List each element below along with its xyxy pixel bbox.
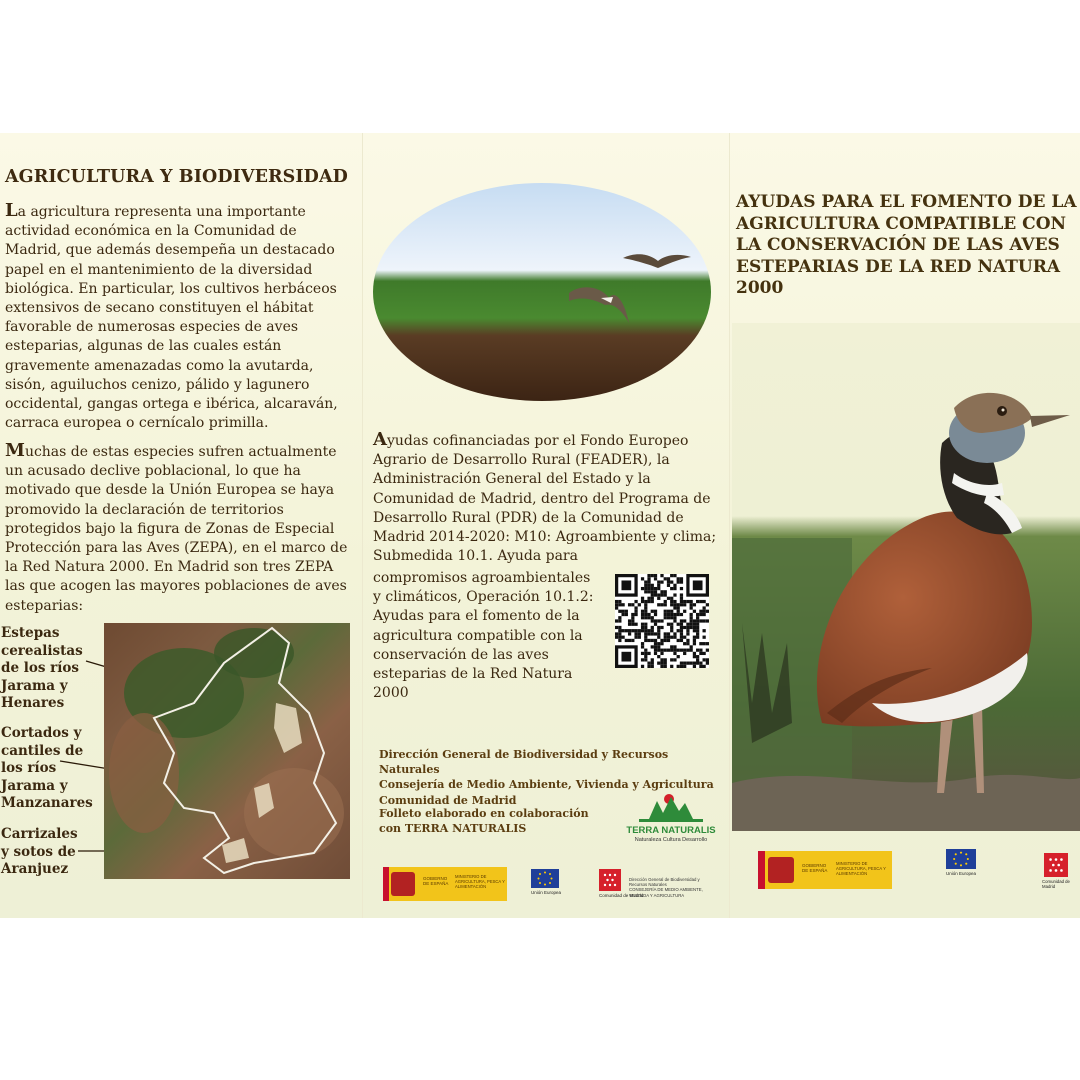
paragraph-zepa: Muchas de estas especies sufren actualmente un acusado declive poblacional, lo que ha motivado que desde la Unión Europea se haya promovido la declaración de territorios protegidos bajo la figura de Zonas de Especial Protección para las Aves (ZEPA), en el marco de la Red Natura 2000. En Madrid son tres ZEPA las que acogen las mayores poblaciones de aves esteparias: — [5, 440, 348, 614]
qr-code[interactable] — [615, 574, 709, 668]
paragraph-agriculture: La agricultura representa una importante actividad económica en la Comunidad de Madrid, que además desempeña un destacado papel en el mantenimiento de la diversidad biológica. En particular, los cultivos herbáceos extensivos de secano constituyen el hábitat favorable de numerosas especies de aves esteparias, algunas de las cuales están gravemente amenazadas como la avutarda, sisón, aguiluchos cenizo, pálido y lagunero occidental, gangas ortega e ibérica, alcaraván, carraca europea o cernícalo primilla. — [5, 200, 338, 432]
satellite-map — [104, 623, 350, 879]
svg-text:Naturaleza Cultura Desarrollo: Naturaleza Cultura Desarrollo — [634, 837, 708, 843]
eu-label: Unión Europea — [946, 871, 977, 876]
brochure-title: AYUDAS PARA EL FOMENTO DE LA AGRICULTURA COMPATIBLE CON LA CONSERVACIÓN DE LAS AVES ESTEPARIAS DE LA RED NATURA 2000 — [736, 192, 1077, 299]
section-heading: AGRICULTURA Y BIODIVERSIDAD — [5, 167, 348, 187]
credit-collaboration: Folleto elaborado en colaboración con TERRA NATURALIS — [379, 807, 589, 836]
spain-coat-of-arms-icon — [768, 857, 794, 883]
logo-eu-cover — [946, 849, 980, 889]
qr-code-pattern — [615, 574, 709, 668]
madrid-label: Comunidad de Madrid — [1042, 879, 1070, 889]
svg-text:TERRA NATURALIS: TERRA NATURALIS — [626, 825, 716, 836]
eu-flag-icon — [531, 869, 559, 888]
zepa-zone-carrizales — [222, 838, 249, 863]
steppe-birds-photo — [373, 183, 711, 401]
eu-flag-icon — [946, 849, 976, 869]
map-label-carrizales: Carrizales y sotos de Aranjuez — [1, 826, 78, 877]
spain-coat-of-arms-icon — [391, 872, 415, 896]
ministry-label: MINISTERIO DE AGRICULTURA, PESCA Y ALIMENTACIÓN — [836, 861, 886, 876]
map-label-estepas: Estepas cerealistas de los ríos Jarama y Henares — [1, 625, 83, 711]
ministry-label: MINISTERIO DE AGRICULTURA, PESCA Y ALIMENTACIÓN — [455, 874, 505, 889]
panel-funding — [362, 133, 730, 918]
logo-gobierno-ministerio — [383, 867, 507, 907]
credit-organization: Dirección General de Biodiversidad y Recursos Naturales Consejería de Medio Ambiente, Vivienda y Agricultura Comunidad de Madrid — [379, 748, 714, 807]
flying-birds-image — [373, 183, 711, 401]
cofinancing-text: Ayudas cofinanciadas por el Fondo Europeo Agrario de Desarrollo Rural (FEADER), la Administración General del Estado y la Comunidad de Madrid, dentro del Programa de Desarrollo Rural (PDR) de la Comunidad de Madrid 2014-2020: M10: Agroambiente y clima; Submedida 10.1. Ayuda para — [373, 429, 717, 565]
logo-eu — [531, 869, 563, 909]
logo-madrid-cover — [1042, 853, 1072, 893]
madrid-label: Comunidad de Madrid — [599, 893, 644, 898]
zepa-map-image — [104, 623, 350, 879]
madrid-dept-label: Dirección General de Biodiversidad y Recursos Naturales CONSEJERÍA DE MEDIO AMBIENTE, VIVIENDA Y AGRICULTURA — [629, 877, 703, 898]
spain-gov-label: GOBIERNO DE ESPAÑA — [423, 876, 449, 886]
cofinancing-text-continued: compromisos agroambientales y climáticos, Operación 10.1.2: Ayudas para el fomento de la agricultura compatible con la conservación de las aves esteparias de la Red Natura 2000 — [373, 570, 594, 702]
terra-naturalis-logo-image — [626, 791, 716, 843]
great-bustard-photo — [732, 323, 1080, 831]
eu-label: Unión Europea — [531, 890, 562, 895]
great-bustard-image — [732, 323, 1080, 831]
panel-cover — [728, 133, 1080, 918]
logo-gobierno-ministerio-cover — [758, 851, 892, 891]
madrid-flag-icon — [1044, 853, 1068, 877]
spain-gov-label: GOBIERNO DE ESPAÑA — [802, 863, 828, 873]
triptych-brochure — [0, 133, 1080, 918]
zepa-zone-estepas — [274, 703, 302, 753]
panel-biodiversity — [0, 133, 362, 918]
logo-madrid-dept — [599, 869, 719, 909]
terra-naturalis-logo — [626, 791, 716, 843]
madrid-flag-icon — [599, 869, 621, 891]
map-label-cortados: Cortados y cantiles de los ríos Jarama y Manzanares — [1, 725, 93, 811]
